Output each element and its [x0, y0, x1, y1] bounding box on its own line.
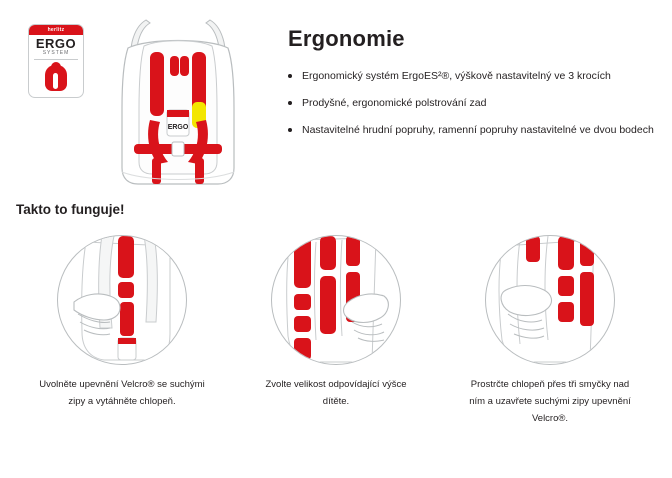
ergonomics-section [0, 0, 672, 196]
badge-brand-label: herlitz [29, 25, 83, 35]
step-3-caption: Prostrčte chlopeň přes tři smyčky nad ním a uzavřete suchými zipy upevnění Velcro®. [469, 379, 631, 424]
step-2-caption: Zvolte velikost odpovídající výšce dítěte. [265, 379, 407, 407]
badge-title: ERGO [35, 36, 77, 51]
howto-step-3 [466, 235, 634, 427]
ergonomics-text-column [266, 12, 658, 149]
feature-list [288, 68, 658, 138]
step-2-illustration [271, 235, 401, 365]
list-item: Nastavitelné hrudní popruhy, ramenní popruhy nastavitelné ve dvou bodech [288, 122, 658, 138]
step-3-illustration [485, 235, 615, 365]
step-1-caption: Uvolněte upevnění Velcro® se suchými zipy a vytáhněte chlopeň. [39, 379, 205, 407]
badge-subtitle: SYSTEM [42, 50, 70, 56]
howto-heading: Takto to funguje! [16, 202, 125, 217]
ergo-system-badge [28, 24, 84, 98]
svg-text:ERGO: ERGO [167, 124, 189, 131]
howto-step-1 [38, 235, 206, 427]
ergo-person-icon [29, 62, 83, 94]
howto-steps [0, 235, 672, 427]
badge-divider [34, 59, 78, 60]
list-item: Prodyšné, ergonomické polstrování zad [288, 95, 658, 111]
page-title: Ergonomie [288, 26, 405, 51]
list-item: Ergonomický systém ErgoES²®, výškově nastavitelný ve 3 krocích [288, 68, 658, 84]
howto-step-2 [252, 235, 420, 427]
backpack-illustration [88, 12, 266, 194]
step-1-illustration [57, 235, 187, 365]
